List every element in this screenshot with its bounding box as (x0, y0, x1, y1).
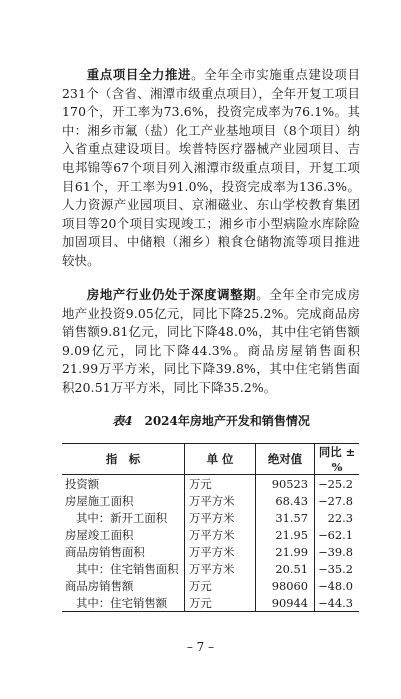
unit-cell: 万平方米 (185, 560, 256, 577)
indicator-cell: 房屋竣工面积 (65, 527, 134, 542)
value-cell: 31.57 (256, 509, 315, 526)
value-cell: 90523 (256, 475, 315, 493)
change-cell: −35.2 (315, 560, 360, 577)
change-cell: −25.2 (315, 475, 360, 493)
paragraph-key-projects (62, 66, 360, 271)
value-cell: 68.43 (256, 492, 315, 509)
paragraph-body: 。全年全市完成房地产业投资9.05亿元，同比下降25.2%。完成商品房销售额9.81亿元，同比下降48.0%，其中住宅销售额9.09亿元，同比下降44.3%。商品房屋销售面积21.99万平方米，同比下降39.8%，其中住宅销售面积20.51万平方米，同比下降35.2%。 (62, 287, 361, 395)
indicator-cell: 其中：住宅销售面积 (76, 561, 179, 576)
table-caption (62, 412, 360, 429)
value-cell: 98060 (256, 577, 315, 594)
value-cell: 90944 (256, 594, 315, 612)
table-header-row (62, 444, 359, 475)
paragraph-body: 。全年全市实施重点建设项目231个（含省、湘潭市级重点项目），全年开复工项目170个，开工率为73.6%，投资完成率为76.1%。其中：湘乡市氟（盐）化工产业基地项目（8个项目）纳入省重点建设项目。埃普特医疗器械产业园项目、吉电邦锦等67个项目列入湘潭市级重点项目，开复工项目61个，开工率为91.0%，投资完成率为136.3%。人力资源产业园项目、京湘磁业、东山学校教育集团项目等20个项目实现竣工；湘乡市小型病险水库除险加固项目、中储粮（湘乡）粮食仓储物流等项目推进较快。 (62, 67, 360, 268)
unit-cell: 万平方米 (185, 526, 256, 543)
value-cell: 20.51 (256, 560, 315, 577)
unit-cell: 万平方米 (185, 543, 256, 560)
indicator-cell: 房屋施工面积 (65, 493, 134, 508)
unit-cell: 万平方米 (185, 492, 256, 509)
page-number: – 7 – (186, 640, 215, 654)
table-row (62, 526, 359, 543)
unit-cell: 万平方米 (185, 509, 256, 526)
real-estate-table (62, 443, 359, 612)
table-row (62, 509, 359, 526)
indicator-cell: 商品房销售额 (65, 578, 134, 593)
unit-cell: 万元 (185, 475, 256, 493)
paragraph-heading: 重点项目全力推进 (86, 67, 192, 82)
change-cell: −27.8 (315, 492, 360, 509)
table-row (62, 475, 359, 493)
change-cell: −62.1 (315, 526, 360, 543)
indicator-cell: 商品房销售面积 (65, 544, 145, 559)
table-row (62, 560, 359, 577)
table-title: 2024年房地产开发和销售情况 (144, 414, 310, 428)
header-value: 绝对值 (256, 444, 315, 475)
table-row (62, 577, 359, 594)
header-change: 同比 ±% (315, 444, 360, 475)
change-cell: 22.3 (315, 509, 360, 526)
unit-cell: 万元 (185, 594, 256, 612)
value-cell: 21.95 (256, 526, 315, 543)
paragraph-real-estate (62, 286, 360, 398)
indicator-cell: 投资额 (65, 476, 100, 491)
unit-cell: 万元 (185, 577, 256, 594)
value-cell: 21.99 (256, 543, 315, 560)
table-number: 表4 (112, 414, 133, 428)
table-row (62, 492, 359, 509)
header-indicator: 指 标 (62, 444, 185, 475)
header-unit: 单 位 (185, 444, 256, 475)
table-row (62, 594, 359, 612)
change-cell: −39.8 (315, 543, 360, 560)
indicator-cell: 其中：新开工面积 (76, 510, 168, 525)
change-cell: −48.0 (315, 577, 360, 594)
table-row (62, 543, 359, 560)
indicator-cell: 其中：住宅销售额 (76, 595, 168, 610)
paragraph-heading: 房地产行业仍处于深度调整期 (86, 287, 257, 302)
change-cell: −44.3 (315, 594, 360, 612)
